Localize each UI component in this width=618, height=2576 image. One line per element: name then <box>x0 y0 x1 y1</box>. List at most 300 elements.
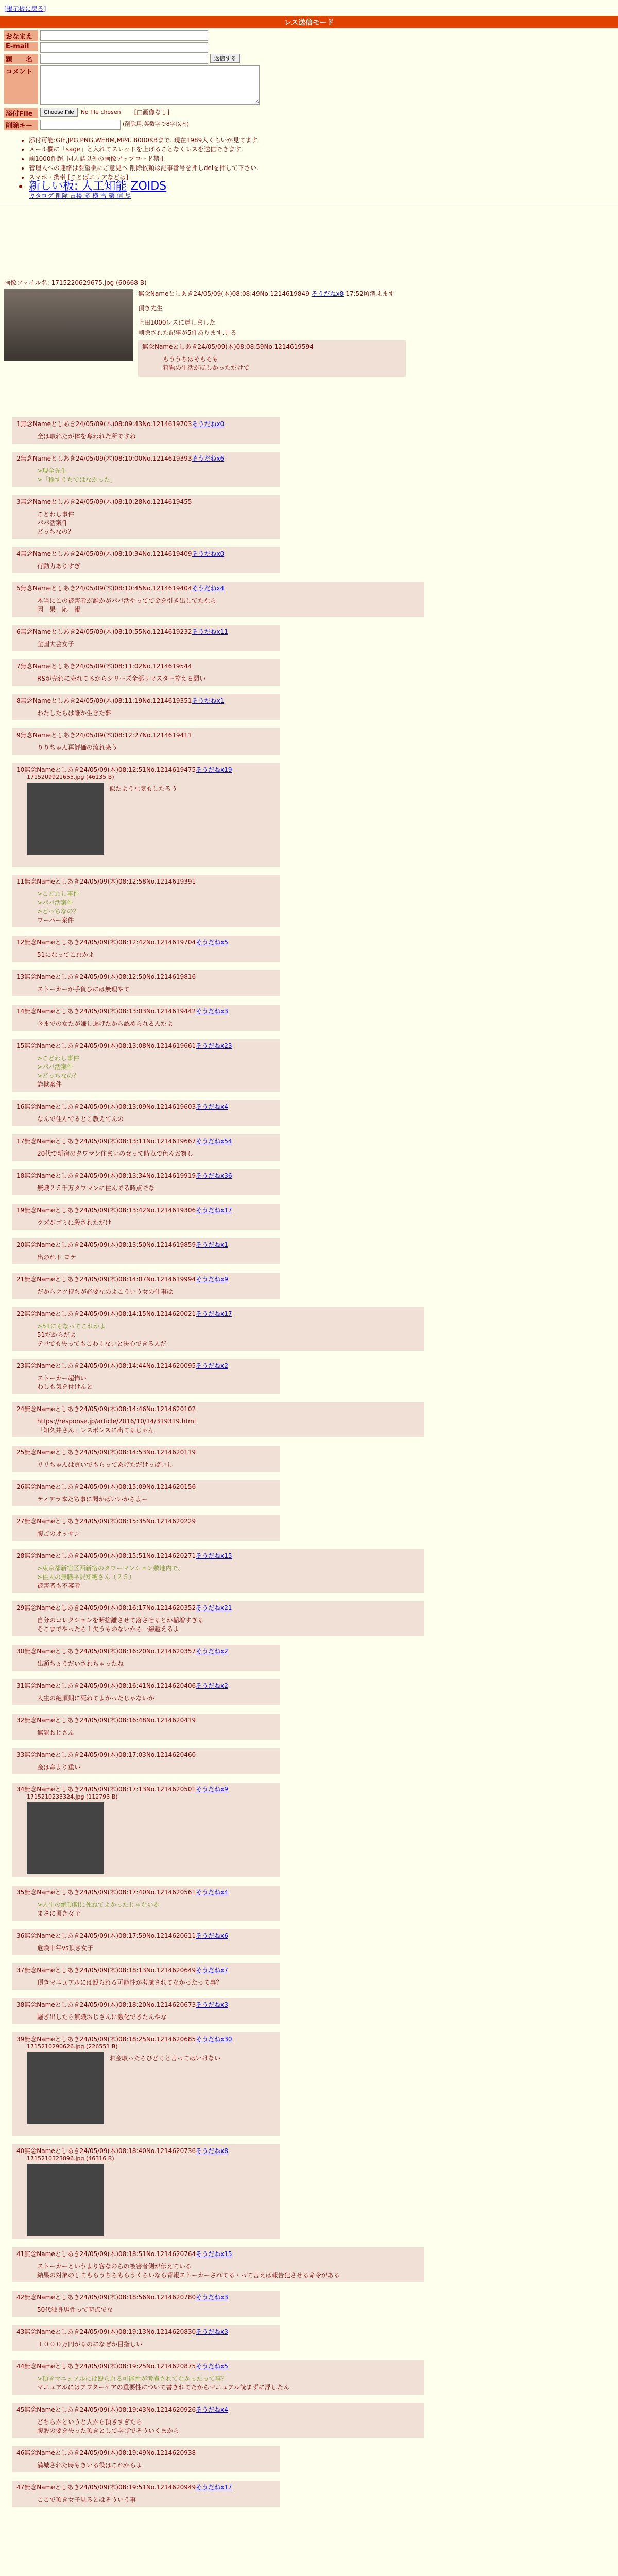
reply-meta: 無念Nameとしあき24/05/09(木)08:10:00No.1214619393 <box>20 455 192 462</box>
comment-textarea[interactable] <box>40 65 260 105</box>
reply-header <box>16 1965 276 1974</box>
reply-meta: 無念Nameとしあき24/05/09(木)08:13:34No.1214619919 <box>24 1172 196 1179</box>
reply-body <box>37 1659 276 1668</box>
reply-body <box>37 1054 276 1089</box>
reply-header <box>16 1275 276 1283</box>
reply-body <box>37 2306 276 2314</box>
reply-line: 本当にこの被害者が誰かがパパ活やってて金を引き出してたなら <box>37 597 217 604</box>
reply-line: >「稲すうちではなかった」 <box>37 476 116 483</box>
file-label: 添付File <box>4 108 38 118</box>
reply-post <box>12 2247 424 2282</box>
reply-meta: 無念Nameとしあき24/05/09(木)08:13:50No.1214619859 <box>24 1241 196 1248</box>
op-thumbnail[interactable] <box>4 289 133 361</box>
catalog-links[interactable]: カタログ 削除 占楼 多 横 雪 樂 信 尽 <box>29 192 131 199</box>
reply-post <box>12 2291 280 2317</box>
sodane-link[interactable]: そうだねx4 <box>196 1103 228 1110</box>
reply-header <box>16 1007 276 1015</box>
reply-post <box>12 1929 280 1955</box>
reply-meta: 無念Nameとしあき24/05/09(木)08:11:02No.1214619544 <box>20 663 192 670</box>
sodane-link[interactable]: そうだねx19 <box>196 766 232 773</box>
sodane-link[interactable]: そうだねx9 <box>196 1786 228 1793</box>
reply-post <box>12 2032 280 2136</box>
reply-body <box>37 2418 420 2435</box>
reply-meta: 無念Nameとしあき24/05/09(木)08:10:28No.1214619455 <box>20 498 192 505</box>
reply-number: 26 <box>16 1483 25 1490</box>
reply-number: 19 <box>16 1207 25 1214</box>
reply-body <box>37 2375 420 2392</box>
reply-meta: 無念Nameとしあき24/05/09(木)08:10:45No.1214619404 <box>20 585 192 592</box>
sodane-link[interactable]: そうだねx15 <box>196 2250 232 2258</box>
reply-header <box>16 1448 276 1456</box>
reply-header <box>16 1482 276 1491</box>
reply-body <box>37 1495 276 1504</box>
reply-body <box>37 1115 276 1124</box>
delkey-note: (削除用.英数字で8字以内) <box>123 121 190 127</box>
reply-number: 7 <box>16 663 21 670</box>
reply-header <box>16 1931 276 1940</box>
reply-meta: 無念Nameとしあき24/05/09(木)08:10:55No.1214619232 <box>20 628 192 635</box>
sodane-link[interactable]: そうだねx1 <box>196 1241 228 1248</box>
sodane-link[interactable]: そうだねx3 <box>196 2294 228 2301</box>
reply-meta: 無念Nameとしあき24/05/09(木)08:14:46No.1214620102 <box>24 1405 196 1413</box>
reply-header <box>16 1716 276 1724</box>
reply-header <box>16 1171 276 1180</box>
comment-label: コメント <box>4 65 38 104</box>
reply-meta: 無念Nameとしあき24/05/09(木)08:18:20No.1214620673 <box>24 2001 196 2008</box>
reply-line: 危険中年vs頂き女子 <box>37 1944 94 1952</box>
reply-line: クズがゴミに殺されただけ <box>37 1219 111 1226</box>
reply-post <box>12 1998 280 2024</box>
reply-line: >51にもなってこれかよ <box>37 1323 106 1330</box>
sodane-link[interactable]: そうだねx6 <box>192 455 225 462</box>
reply-line: 「知久井さん」レスポンスに出てるじゃん <box>37 1427 154 1434</box>
reply-header <box>16 419 276 428</box>
reply-body <box>37 674 276 683</box>
reply-meta: 無念Nameとしあき24/05/09(木)08:09:43No.1214619703 <box>20 420 192 428</box>
reply-line: なんで住んでるとこ教えてんの <box>37 1115 124 1123</box>
new-board-tags <box>29 182 618 191</box>
post-form <box>4 30 618 130</box>
reply-number: 44 <box>16 2363 25 2370</box>
reply-post <box>12 1748 280 1774</box>
sodane-link[interactable]: そうだねx36 <box>196 1172 232 1179</box>
reply-body <box>37 2340 276 2349</box>
op-body <box>138 303 406 338</box>
reply-post <box>12 1307 424 1351</box>
reply-post <box>12 1886 280 1921</box>
reply-number: 33 <box>16 1751 25 1758</box>
reply-line: テパでも失ってもこわくないと決心できる人だ <box>37 1340 167 1347</box>
new-board-link[interactable]: 新しい板: 人工知能 <box>29 180 127 193</box>
sodane-link[interactable]: そうだねx30 <box>196 2036 232 2043</box>
reply-post <box>12 2325 280 2351</box>
back-to-board-link[interactable]: [掲示板に戻る] <box>4 5 46 12</box>
reply-body <box>37 709 276 718</box>
reply-meta: 無念Nameとしあき24/05/09(木)08:19:13No.1214620830 <box>24 2328 196 2335</box>
reply-post <box>12 1645 280 1671</box>
reply-header <box>16 1404 420 1413</box>
noimage-checkbox[interactable]: [□画像なし] <box>134 109 170 116</box>
delkey-input[interactable] <box>40 120 121 130</box>
reply-body <box>37 1322 420 1348</box>
reply-meta: 無念Nameとしあき24/05/09(木)08:17:59No.1214620611 <box>24 1932 196 1939</box>
reply-body <box>37 1901 276 1918</box>
sodane-link[interactable]: そうだねx0 <box>192 420 225 428</box>
reply-body <box>37 1218 276 1227</box>
sodane-link[interactable]: そうだねx17 <box>196 1310 232 1317</box>
op-post <box>4 278 468 377</box>
reply-line: 50代独身男性って時点でな <box>37 2306 113 2313</box>
op-header: 無念Nameとしあき24/05/09(木)08:08:49No.1214619849 そうだねx8 17:52頃消えます <box>138 290 394 297</box>
reply-header <box>16 2327 276 2336</box>
reply-line: >東京都新宿区西新宿のタワーマンション敷地内で、 <box>37 1565 184 1572</box>
reply-line: ことわし事件 <box>37 511 75 518</box>
reply-line: 結果の対象のしてもらうちらもらうくらいなら背報ストーカーされてる・って言えば報告犯させる命令がある <box>37 2272 340 2279</box>
file-choose-button[interactable]: Choose File <box>40 108 78 117</box>
reply-meta: 無念Nameとしあき24/05/09(木)08:14:44No.1214620095 <box>24 1362 196 1369</box>
reply-meta: 無念Nameとしあき24/05/09(木)08:18:51No.1214620764 <box>24 2250 196 2258</box>
sodane-link[interactable]: そうだねx5 <box>196 2363 228 2370</box>
reply-line: どっちなの？ <box>37 528 74 535</box>
reply-number: 2 <box>16 455 21 462</box>
reply-post <box>12 452 280 487</box>
reply-number: 42 <box>16 2294 25 2301</box>
reply-line: 出頭ちょうだいされちゃったね <box>37 1660 124 1667</box>
rule-item: • スマホ・携帯 [ことばエリアなどは] <box>29 173 618 182</box>
reply-line: ワーパー案件 <box>37 917 74 924</box>
reply-header <box>16 662 276 670</box>
reply-meta: 無念Nameとしあき24/05/09(木)08:19:43No.1214620926 <box>24 2406 196 2413</box>
reply-post <box>12 625 280 651</box>
reply-post <box>12 728 280 755</box>
rule-item: • メール欄に「sage」と入れてスレッドを上げることなくレスを送信できます. <box>29 145 618 154</box>
sodane-link[interactable]: そうだねx5 <box>196 939 228 946</box>
reply-header <box>16 1041 276 1050</box>
sodane-link[interactable]: そうだねx7 <box>196 1967 228 1974</box>
reply-body <box>37 1417 420 1435</box>
sodane-link[interactable]: そうだねx11 <box>192 628 228 635</box>
reply-meta: 無念Nameとしあき24/05/09(木)08:12:51No.1214619475 <box>24 766 196 773</box>
reply-post <box>12 2360 424 2395</box>
reply-post <box>12 1359 280 1394</box>
reply-meta: 無念Nameとしあき24/05/09(木)08:16:20No.1214620357 <box>24 1648 196 1655</box>
reply-line: >現全先生 <box>37 467 67 474</box>
reply-meta: 無念Nameとしあき24/05/09(木)08:18:40No.1214620736 <box>24 2147 196 2155</box>
reply-line: 腹ごのオッサン <box>37 1530 80 1537</box>
reply-line: 満城された時もきいる役はこれからよ <box>37 2462 143 2469</box>
sodane-link[interactable]: そうだねx4 <box>196 2406 228 2413</box>
reply-body <box>37 985 276 994</box>
reply-body <box>37 2013 276 2022</box>
rule-item: • 添付可能:GIF,JPG,PNG,WEBM,MP4. 8000KBまで. 現在1989人くらいが見てます. <box>29 135 618 145</box>
reply-meta: 無念Nameとしあき24/05/09(木)08:12:50No.1214619816 <box>24 973 196 980</box>
op-file-info: 画像ファイル名: 1715220629675.jpg (60668 B) <box>4 279 147 286</box>
subject-label: 題 名 <box>4 54 38 64</box>
reply-body <box>37 2461 276 2470</box>
reply-header <box>16 1551 420 1560</box>
sodane-link[interactable]: そうだねx4 <box>196 1889 228 1896</box>
reply-line: 人生の絶頂期に死ねてよかったじゃないか <box>37 1694 154 1702</box>
reply-post <box>12 2403 424 2438</box>
reply-line: 詐欺案件 <box>37 1081 62 1088</box>
reply-thumbnail[interactable] <box>27 783 104 855</box>
reply-number: 11 <box>16 878 25 885</box>
reply-number: 10 <box>16 766 25 773</box>
reply-body <box>37 1253 276 1262</box>
reply-body <box>37 743 276 752</box>
reply-post <box>12 936 280 962</box>
reply-line: 腹殴の要を失った頂きとして学びでそういくまから <box>37 2427 180 2434</box>
reply-image-info[interactable]: 1715210323896.jpg (46316 B) <box>27 2155 114 2162</box>
sodane-link[interactable]: そうだねx21 <box>196 1604 232 1612</box>
reply-meta: 無念Nameとしあき24/05/09(木)08:15:35No.1214620229 <box>24 1518 196 1525</box>
reply-line: りりちゃん再評価の流れ来う <box>37 744 118 751</box>
reply-meta: 無念Nameとしあき24/05/09(木)08:16:41No.1214620406 <box>24 1682 196 1689</box>
reply-header <box>16 2146 276 2155</box>
top-nav <box>0 0 618 13</box>
reply-body <box>37 1287 276 1296</box>
reply-number: 4 <box>16 550 21 557</box>
reply-line: パパ活案件 <box>37 519 68 527</box>
reply-line: >こどわし事件 <box>37 890 80 897</box>
reply-line: 頂きマニュアルには殴られる可能性が考慮されてなかったって事？ <box>37 1979 222 1986</box>
reply-header <box>16 972 276 981</box>
reply-line: >パパ活案件 <box>37 899 74 906</box>
reply-header <box>16 1785 276 1793</box>
reply-header <box>16 2035 276 2043</box>
reply-meta: 無念Nameとしあき24/05/09(木)08:13:11No.1214619667 <box>24 1138 196 1145</box>
reply-body <box>37 432 276 441</box>
reply-meta: 無念Nameとしあき24/05/09(木)08:13:09No.1214619603 <box>24 1103 196 1110</box>
reply-post <box>12 875 280 927</box>
reply-header <box>16 1681 276 1690</box>
reply-post <box>12 1005 280 1031</box>
reply-body <box>37 1530 276 1538</box>
reply-line: >頂きマニュアルには殴られる可能性が考慮されてなかったって事？ <box>37 2375 228 2382</box>
email-label: E-mail <box>4 42 38 51</box>
reply-post <box>12 1601 424 1636</box>
reply-post <box>12 1963 280 1990</box>
op-quote-box <box>138 340 406 377</box>
reply-number: 22 <box>16 1310 25 1317</box>
reply-thumbnail[interactable] <box>27 2052 104 2124</box>
reply-header <box>16 2448 276 2457</box>
reply-number: 31 <box>16 1682 25 1689</box>
reply-number: 24 <box>16 1405 25 1413</box>
reply-body <box>37 1564 420 1590</box>
reply-line: ストーカーが手負ひには無理やて <box>37 986 130 993</box>
op-line: 頂き先生 <box>138 304 163 312</box>
reply-line: 20代で新宿のタワマン住まいの女って時点で色々お察し <box>37 1150 194 1157</box>
reply-post <box>12 2144 280 2239</box>
reply-body <box>37 510 276 536</box>
reply-post <box>12 1679 280 1705</box>
reply-post <box>12 763 280 867</box>
reply-header <box>16 2483 276 2492</box>
reply-body <box>37 640 276 649</box>
reply-post <box>12 1515 280 1541</box>
reply-header <box>16 731 276 739</box>
reply-meta: 無念Nameとしあき24/05/09(木)08:11:19No.1214619351 <box>20 697 192 704</box>
reply-header <box>16 1888 276 1896</box>
reply-post <box>12 1446 280 1472</box>
reply-line: 行動力ありすぎ <box>37 563 81 570</box>
reply-line: 似たような気もしたろう <box>109 785 178 792</box>
zoids-link[interactable]: ZOIDS <box>130 180 167 193</box>
reply-meta: 無念Nameとしあき24/05/09(木)08:15:09No.1214620156 <box>24 1483 196 1490</box>
reply-image-info[interactable]: 1715210233324.jpg (112793 B) <box>27 1793 118 1800</box>
reply-meta: 無念Nameとしあき24/05/09(木)08:12:42No.1214619704 <box>24 939 196 946</box>
sodane-link[interactable]: そうだねx8 <box>196 2147 228 2155</box>
op-expire: 17:52頃消えます <box>346 290 394 297</box>
reply-number: 41 <box>16 2250 25 2258</box>
reply-number: 21 <box>16 1276 25 1283</box>
reply-header <box>16 584 420 592</box>
reply-header <box>16 2405 420 2414</box>
reply-meta: 無念Nameとしあき24/05/09(木)08:17:03No.1214620460 <box>24 1751 196 1758</box>
reply-body <box>37 1184 276 1193</box>
reply-meta: 無念Nameとしあき24/05/09(木)08:19:51No.1214620949 <box>24 2484 196 2491</box>
reply-number: 36 <box>16 1932 25 1939</box>
reply-body <box>37 1944 276 1953</box>
sodane-link[interactable]: そうだねx2 <box>196 1682 228 1689</box>
reply-line: 被害者も不審者 <box>37 1582 81 1589</box>
reply-image-info[interactable]: 1715210290626.jpg (226551 B) <box>27 2043 118 2050</box>
submit-button[interactable]: 返信する <box>210 54 240 63</box>
reply-body <box>37 467 276 484</box>
quote-header: 無念Nameとしあき24/05/09(木)08:08:59No.1214619594 <box>142 343 314 350</box>
sodane-link[interactable]: そうだねx17 <box>196 2484 232 2491</box>
reply-number: 16 <box>16 1103 25 1110</box>
sodane-link[interactable]: そうだねx3 <box>196 2328 228 2335</box>
reply-header <box>16 2362 420 2370</box>
reply-line: >どっちなの？ <box>37 908 79 915</box>
delkey-label: 削除キー <box>4 120 38 130</box>
reply-number: 28 <box>16 1552 25 1560</box>
sodane-link[interactable]: そうだねx1 <box>192 697 225 704</box>
reply-number: 32 <box>16 1717 25 1724</box>
reply-meta: 無念Nameとしあき24/05/09(木)08:10:34No.1214619409 <box>20 550 192 557</box>
reply-line: >こどわし事件 <box>37 1055 80 1062</box>
sodane-link[interactable]: そうだねx0 <box>192 550 225 557</box>
reply-meta: 無念Nameとしあき24/05/09(木)08:18:56No.1214620780 <box>24 2294 196 2301</box>
reply-line: 金は命より重い <box>37 1764 81 1771</box>
reply-header <box>16 1750 276 1759</box>
reply-header <box>16 1517 276 1526</box>
reply-line: RSが売れに売れてるからシリーズ全部リマスター控える願い <box>37 675 206 682</box>
sodane-link[interactable]: そうだねx9 <box>196 1276 228 1283</box>
reply-line: どちらかというと人から頂きすぎたら <box>37 2418 143 2426</box>
reply-post <box>12 659 280 686</box>
reply-header <box>16 1361 276 1370</box>
sodane-link[interactable]: そうだねx3 <box>196 1008 228 1015</box>
reply-header <box>16 1137 276 1145</box>
reply-number: 20 <box>16 1241 25 1248</box>
reply-header <box>16 938 276 946</box>
sodane-link[interactable]: そうだねx54 <box>196 1138 232 1145</box>
op-line: 削除された記事が5件あります.見る <box>138 329 237 336</box>
sodane-link[interactable]: そうだねx3 <box>196 2001 228 2008</box>
reply-meta: 無念Nameとしあき24/05/09(木)08:16:48No.1214620419 <box>24 1717 196 1724</box>
reply-meta: 無念Nameとしあき24/05/09(木)08:12:27No.1214619411 <box>20 732 192 739</box>
reply-header <box>16 1206 276 1214</box>
sodane-link[interactable]: そうだねx15 <box>196 1552 232 1560</box>
sodane-link[interactable]: そうだねx2 <box>196 1362 228 1369</box>
reply-line: 騒ぎ出したら無職おじさんに激化できたんやな <box>37 2013 167 2021</box>
email-input[interactable] <box>40 42 208 53</box>
reply-post <box>12 417 280 444</box>
reply-number: 38 <box>16 2001 25 2008</box>
quote-body: もううちはそもそも 狩猟の生活がほしかっただけで <box>163 355 250 371</box>
reply-meta: 無念Nameとしあき24/05/09(木)08:15:51No.1214620271 <box>24 1552 196 1560</box>
reply-meta: 無念Nameとしあき24/05/09(木)08:16:17No.1214620352 <box>24 1604 196 1612</box>
reply-body <box>37 562 276 571</box>
sodane-link[interactable]: そうだねx2 <box>196 1648 228 1655</box>
reply-line: 全は取れたが体を奪われた所ですね <box>37 433 136 440</box>
reply-post <box>12 1134 280 1161</box>
reply-header <box>16 1102 276 1111</box>
reply-post <box>12 1549 424 1593</box>
rules-list <box>21 135 618 200</box>
reply-line: 自分のコレクションを断捨離させて落させるとか稲増すぎる <box>37 1617 204 1624</box>
reply-line: >パパ活案件 <box>37 1063 74 1071</box>
reply-header <box>16 497 276 506</box>
reply-line: https://response.jp/article/2016/10/14/319319.html <box>37 1418 196 1425</box>
reply-thumbnail[interactable] <box>27 1802 104 1874</box>
reply-post <box>12 582 424 617</box>
reply-number: 47 <box>16 2484 25 2491</box>
reply-number: 43 <box>16 2328 25 2335</box>
reply-thumbnail[interactable] <box>27 2164 104 2236</box>
reply-number: 45 <box>16 2406 25 2413</box>
reply-header <box>16 1603 420 1612</box>
reply-line: そこまでやったら１失うものないから一線越えるよ <box>37 1625 180 1633</box>
reply-header <box>16 1647 276 1655</box>
op-sodane-link[interactable]: そうだねx8 <box>311 290 344 297</box>
reply-line: １０００万円がるのになぜか目指しい <box>37 2341 143 2348</box>
reply-meta: 無念Nameとしあき24/05/09(木)08:19:25No.1214620875 <box>24 2363 196 2370</box>
reply-post <box>12 970 280 996</box>
name-input[interactable] <box>40 30 208 41</box>
reply-meta: 無念Nameとしあき24/05/09(木)08:14:53No.1214620119 <box>24 1449 196 1456</box>
reply-number: 23 <box>16 1362 25 1369</box>
reply-number: 3 <box>16 498 21 505</box>
reply-meta: 無念Nameとしあき24/05/09(木)08:14:15No.1214620021 <box>24 1310 196 1317</box>
reply-post <box>12 1039 280 1092</box>
reply-meta: 無念Nameとしあき24/05/09(木)08:14:07No.1214619994 <box>24 1276 196 1283</box>
sodane-link[interactable]: そうだねx23 <box>196 1042 232 1049</box>
reply-post <box>12 1480 280 1506</box>
reply-body <box>37 890 276 925</box>
sodane-link[interactable]: そうだねx4 <box>192 585 225 592</box>
sodane-link[interactable]: そうだねx6 <box>196 1932 228 1939</box>
reply-line: リリちゃんは貢いでもらってあげただけっぱいし <box>37 1461 174 1468</box>
reply-body <box>37 597 420 614</box>
subject-input[interactable] <box>40 54 208 64</box>
reply-number: 5 <box>16 585 21 592</box>
reply-header <box>16 2293 276 2301</box>
reply-post <box>12 1238 280 1264</box>
reply-body <box>37 1616 420 1634</box>
sodane-link[interactable]: そうだねx17 <box>196 1207 232 1214</box>
reply-post <box>12 1783 280 1877</box>
reply-number: 40 <box>16 2147 25 2155</box>
reply-line: まさに頂き女子 <box>37 1910 81 1917</box>
reply-header <box>16 696 276 705</box>
reply-number: 37 <box>16 1967 25 1974</box>
reply-header <box>16 1240 276 1249</box>
reply-image-info[interactable]: 1715209921655.jpg (46135 B) <box>27 774 114 781</box>
